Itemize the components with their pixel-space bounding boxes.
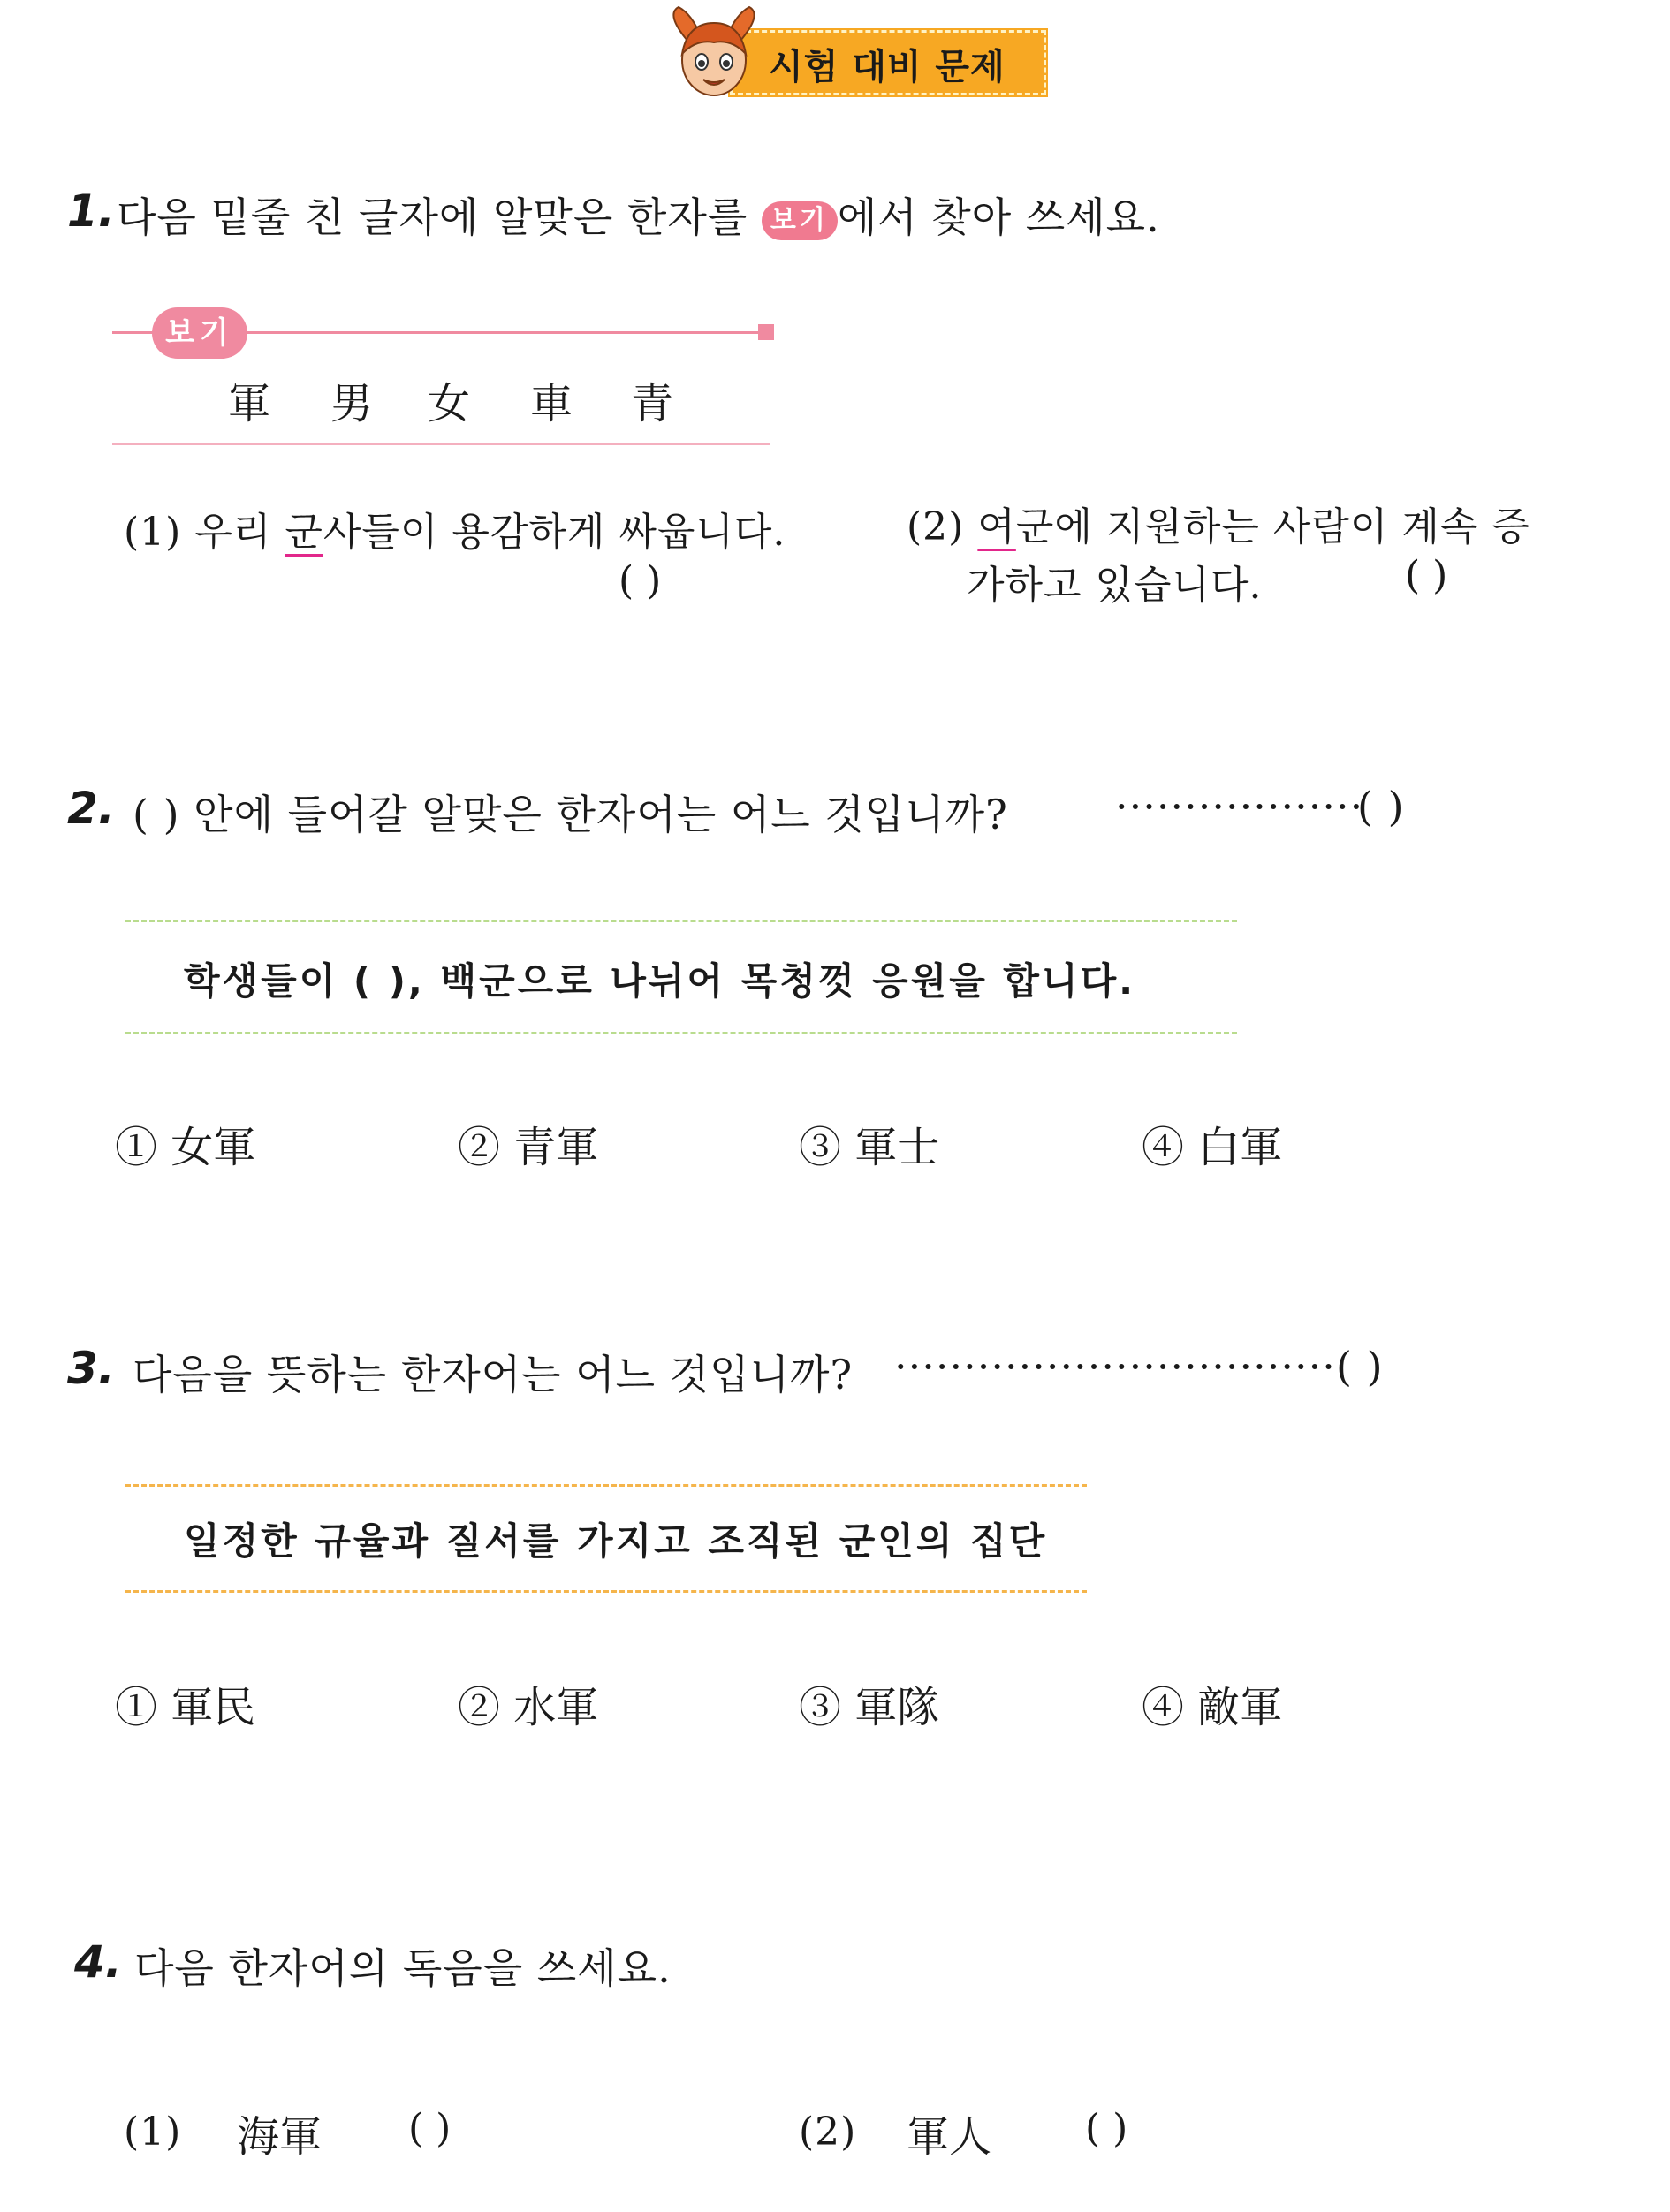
q3-box-bottom-dash — [125, 1590, 1087, 1593]
q1-sub2-line2: 가하고 있습니다. — [967, 563, 1263, 608]
q1-sub2 — [907, 495, 1530, 551]
q1-sub2-post: 군에 지원하는 사람이 계속 증 — [1015, 504, 1530, 549]
q1-sub1-post: 사들이 용감하게 싸웁니다. — [323, 510, 786, 555]
q1-sub1-number: (1) — [124, 510, 182, 555]
q3-choice-2[interactable]: ② 水軍 — [458, 1683, 599, 1732]
q2-number: 2. — [67, 783, 115, 834]
bogi-hanja-4: 車 — [530, 379, 573, 428]
q3-choice-3[interactable]: ③ 軍隊 — [799, 1683, 940, 1732]
q2-box-top-dash — [125, 920, 1237, 922]
q4-item2-hanja: 軍人 — [907, 2112, 992, 2162]
q1-sub2-number: (2) — [907, 504, 965, 549]
q2-dot-leader: ·················· — [1115, 783, 1364, 830]
bogi-hanja-5: 青 — [631, 379, 674, 428]
q2-answer-blank[interactable]: ( ) — [1357, 783, 1405, 830]
q3-choice-1[interactable]: ① 軍民 — [115, 1683, 256, 1732]
q1-sub1-answer-blank[interactable]: ( ) — [619, 558, 662, 603]
q2-choice-1[interactable]: ① 女軍 — [115, 1123, 256, 1172]
q4-item2-number: (2) — [799, 2110, 857, 2155]
q4-item2-answer-blank[interactable]: ( ) — [1085, 2106, 1128, 2151]
q1-sub1-underlined: 군 — [285, 510, 323, 555]
q4-item1-number: (1) — [124, 2110, 182, 2155]
q1-sub2-underlined: 여 — [977, 504, 1016, 549]
q2-choice-3[interactable]: ③ 軍士 — [799, 1123, 940, 1172]
q3-dot-leader: ································ — [894, 1343, 1336, 1390]
q1-text-before: 다음 밑줄 친 글자에 알맞은 한자를 — [117, 193, 748, 241]
q3-sentence: 일정한 규율과 질서를 가지고 조직된 군인의 집단 — [184, 1519, 1048, 1563]
q1-number: 1. — [67, 186, 115, 237]
q4-item1-answer-blank[interactable]: ( ) — [408, 2106, 452, 2151]
q3-instruction: 다음을 뜻하는 한자어는 어느 것입니까? — [133, 1351, 854, 1398]
q1-text-after: 에서 찾아 쓰세요. — [837, 193, 1160, 241]
bogi-hanja-2: 男 — [330, 379, 374, 428]
q1-sub2-answer-blank[interactable]: ( ) — [1405, 553, 1448, 598]
q2-sentence: 학생들이 ( ), 백군으로 나뉘어 목청껏 응원을 합니다. — [184, 959, 1136, 1003]
q1-instruction — [117, 186, 1160, 244]
bogi-box-label: 보기 — [152, 307, 247, 359]
bogi-box-corner-square — [758, 324, 774, 340]
q3-choice-4[interactable]: ④ 敵軍 — [1142, 1683, 1283, 1732]
q4-number: 4. — [74, 1936, 122, 1988]
q3-answer-blank[interactable]: ( ) — [1336, 1343, 1384, 1390]
bogi-hanja-1: 軍 — [228, 379, 271, 428]
bogi-hanja-3: 女 — [428, 379, 471, 428]
q3-box-top-dash — [125, 1484, 1087, 1487]
q1-sub1 — [124, 500, 786, 557]
q2-choice-4[interactable]: ④ 白軍 — [1142, 1123, 1283, 1172]
q2-choice-2[interactable]: ② 青軍 — [458, 1123, 599, 1172]
q4-instruction: 다음 한자어의 독음을 쓰세요. — [134, 1944, 672, 1992]
q2-instruction: ( ) 안에 들어갈 알맞은 한자어는 어느 것입니까? — [133, 791, 1008, 838]
q4-item1-hanja: 海軍 — [237, 2112, 323, 2162]
q3-number: 3. — [67, 1343, 115, 1394]
bogi-box-bottom-line — [112, 443, 770, 445]
header-title: 시험 대비 문제 — [769, 47, 1006, 87]
mascot-girl-icon — [661, 5, 767, 104]
q2-box-bottom-dash — [125, 1032, 1237, 1034]
q1-bogi-badge: 보기 — [762, 201, 838, 240]
q1-sub1-pre: 우리 — [194, 510, 285, 555]
